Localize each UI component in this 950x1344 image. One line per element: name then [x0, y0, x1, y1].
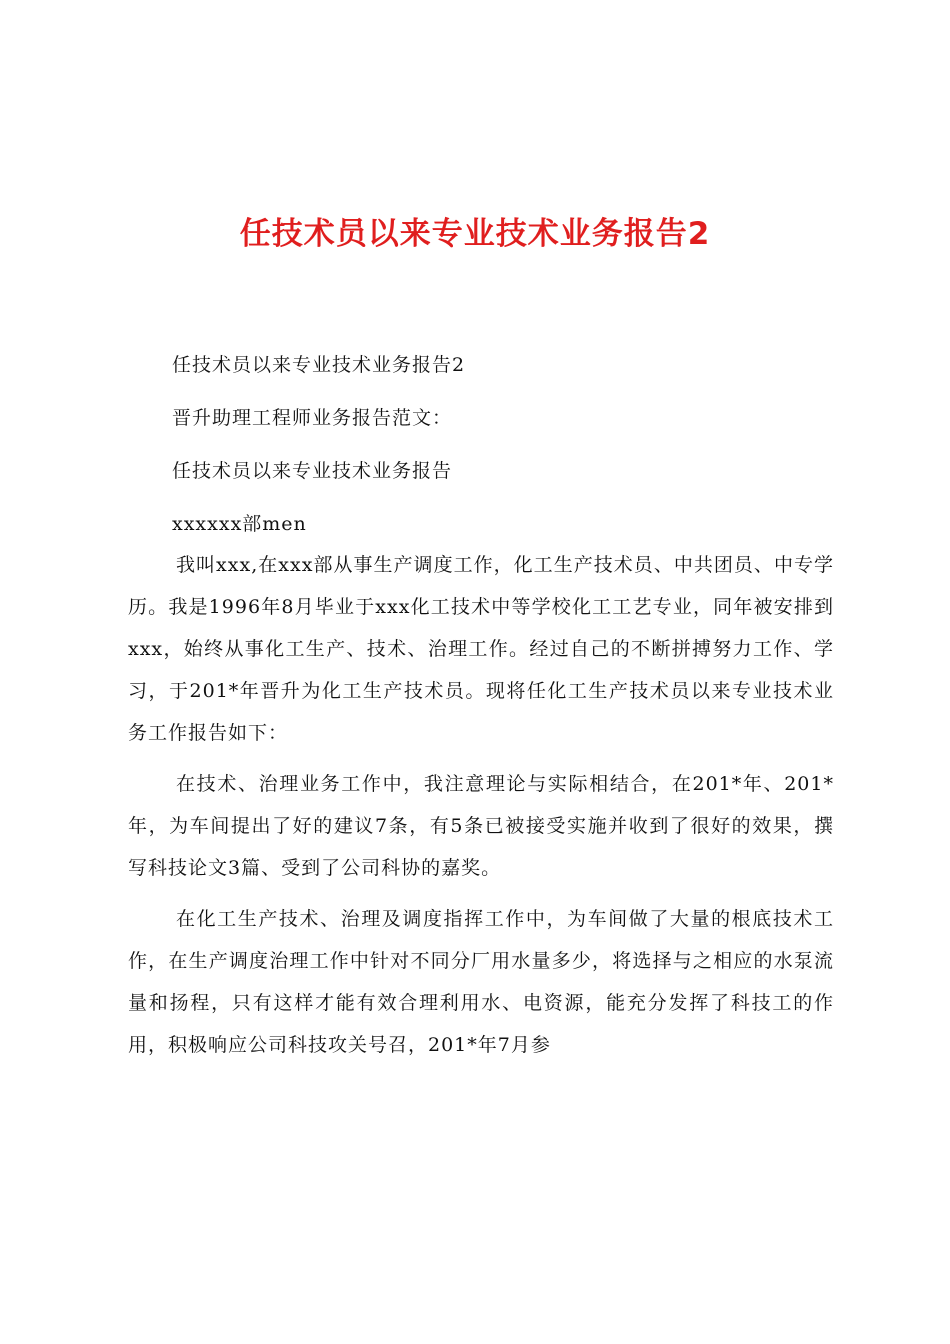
- paragraph-technical-management: 在技术、治理业务工作中，我注意理论与实际相结合，在201*年、201*年，为车间提出了好的建议7条，有5条已被接受实施并收到了很好的效果，撰写科技论文3篇、受到了公司科协的嘉奖。: [128, 773, 834, 879]
- header-line-subtitle: 晋升助理工程师业务报告范文：: [172, 407, 453, 429]
- header-line-report-name: 任技术员以来专业技术业务报告: [172, 460, 453, 482]
- body-text: [128, 544, 834, 1066]
- paragraph-production-dispatch: 在化工生产技术、治理及调度指挥工作中，为车间做了大量的根底技术工作，在生产调度治理工作中针对不同分厂用水量多少，将选择与之相应的水泵流量和扬程，只有这样才能有效合理利用水、电资源，能充分发挥了科技工的作用，积极响应公司科技攻关号召，201*年7月参: [128, 908, 834, 1056]
- document-title: 任技术员以来专业技术业务报告2: [239, 216, 711, 252]
- header-line-report-title: 任技术员以来专业技术业务报告2: [172, 354, 466, 376]
- header-line-department: xxxxxx部men: [172, 513, 307, 535]
- paragraph-intro: 我叫xxx,在xxx部从事生产调度工作，化工生产技术员、中共团员、中专学历。我是1996年8月毕业于xxx化工技术中等学校化工工艺专业，同年被安排到xxx，始终从事化工生产、技术、治理工作。经过自己的不断拼搏努力工作、学习，于201*年晋升为化工生产技术员。现将任化工生产技术员以来专业技术业务工作报告如下：: [128, 554, 834, 744]
